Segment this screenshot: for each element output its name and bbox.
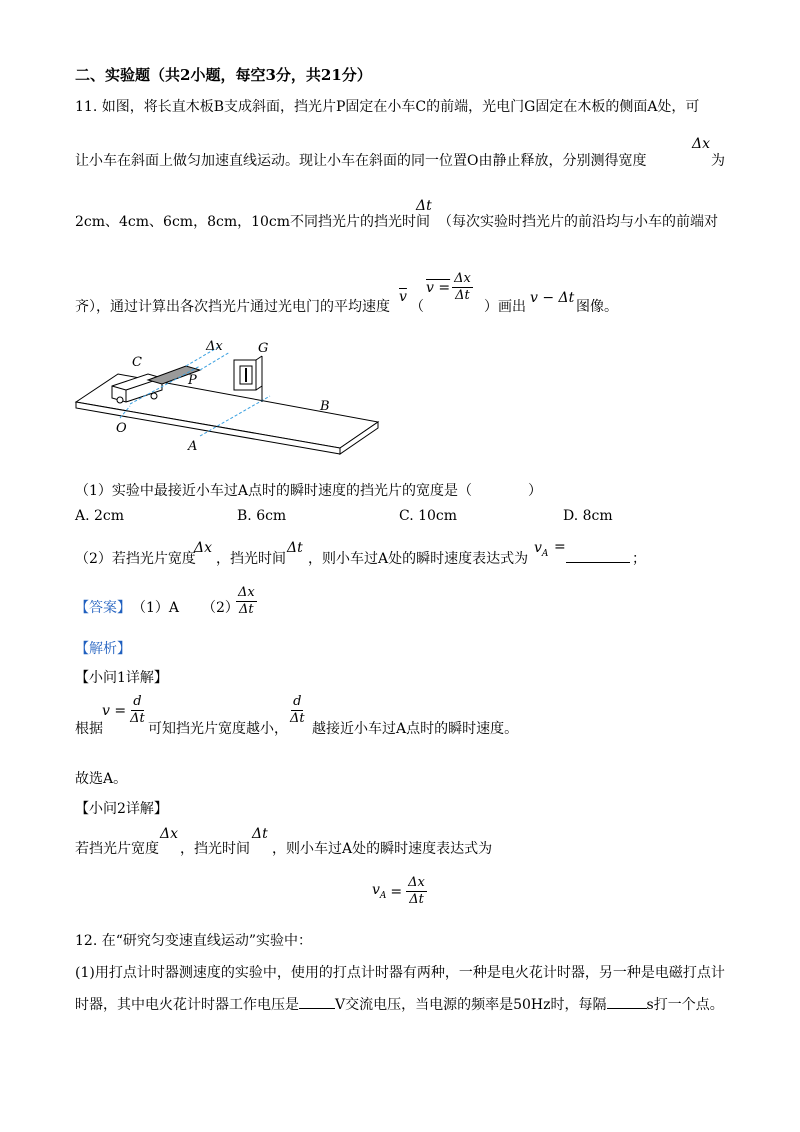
final-num: Δx (406, 876, 427, 892)
paren-open: （ (410, 299, 424, 315)
vbar-symbol: $\overline{v}$ (399, 289, 407, 305)
wheel-1 (117, 397, 123, 403)
vA-symbol (534, 540, 548, 559)
detail2-c: ，则小车过A处的瞬时速度表达式为 (272, 841, 493, 857)
conclusion: 故选A。 (75, 771, 128, 787)
paren-close: ）画出 (484, 299, 526, 315)
option-d: D. 8cm (563, 508, 613, 524)
label-p: P (188, 373, 197, 388)
photogate-edge (256, 356, 262, 360)
q12-line2: (1)用打点计时器测速度的实验中，使用的打点计时器有两种，一种是电火花计时器，另一种是电磁打点计 (75, 965, 725, 981)
answer-blank[interactable] (566, 562, 630, 563)
q12-line1: 12. 在“研究匀变速直线运动”实验中： (75, 933, 313, 949)
q12-line3a: 时器，其中电火花计时器工作电压是 (75, 997, 299, 1013)
detail2-b: ，挡光时间 (180, 841, 250, 857)
option-b: B. 6cm (237, 508, 287, 524)
final-eq: = (390, 883, 403, 900)
ans-num: Δx (236, 586, 257, 602)
label-o: O (116, 421, 127, 436)
detail1-title: 【小问1详解】 (75, 670, 168, 686)
label-b: B (320, 399, 330, 414)
q11-part1: （1）实验中最接近小车过A点时的瞬时速度的挡光片的宽度是（ ） (75, 483, 543, 499)
q11-line3: 2cm、4cm、6cm，8cm，10cm不同挡光片的挡光时间 (75, 214, 431, 230)
detail1-b: 可知挡光片宽度越小， (148, 721, 288, 737)
detail1-v: v = (102, 702, 127, 719)
detail1-formula (102, 695, 147, 727)
q11-line4-end: 图像。 (576, 299, 618, 315)
q11-part2-b: ，挡光时间 (216, 551, 286, 567)
final-den: Δt (409, 892, 424, 908)
avg-velocity-formula (426, 272, 473, 304)
label-g: G (258, 341, 269, 356)
final-v: v (372, 882, 380, 899)
q11-line4 (75, 296, 390, 316)
detail2-dt: Δt (252, 826, 268, 842)
detail2-dx: Δx (160, 826, 179, 842)
fraction-den: Δt (455, 288, 470, 304)
label-a: A (188, 439, 198, 454)
wheel-2 (151, 393, 157, 399)
detail1-fraction-2 (288, 695, 307, 727)
detail2-title: 【小问2详解】 (75, 801, 168, 817)
answer-label: 【答案】 (75, 600, 131, 616)
part2-dt: Δt (287, 540, 303, 556)
answer-fraction (236, 586, 257, 618)
option-a: A. 2cm (75, 508, 125, 524)
detail1-num: d (131, 695, 143, 711)
q11-line2-end: 为 (711, 153, 725, 169)
detail1-den: Δt (130, 711, 145, 727)
detail2-a: 若挡光片宽度 (75, 841, 159, 857)
q11-line3-end: （每次实验时挡光片的前沿均与小车的前端对 (438, 214, 718, 230)
detail1-num2: d (291, 695, 303, 711)
vA-sub: A (541, 548, 549, 559)
q11-part2-a: （2）若挡光片宽度 (75, 551, 196, 567)
incline-figure (70, 336, 390, 456)
answer-2: （2） (202, 600, 239, 616)
detail1-a: 根据 (75, 721, 103, 737)
graph-label: v − Δt (530, 290, 575, 306)
q11-part2-c: ，则小车过A处的瞬时速度表达式为 (308, 551, 529, 567)
voltage-blank[interactable] (299, 1008, 335, 1009)
vA-eq: = (554, 539, 566, 555)
detail1-c: 越接近小车过A点时的瞬时速度。 (312, 721, 519, 737)
final-formula (372, 876, 427, 908)
part2-semicolon: ； (632, 551, 646, 567)
option-c: C. 10cm (399, 508, 458, 524)
formula-v: v = (426, 279, 451, 296)
final-sub: A (379, 891, 387, 902)
q12-line3 (75, 994, 724, 1014)
q11-line2 (75, 150, 646, 170)
q12-line3b: V交流电压，当电源的频率是50Hz时，每隔 (335, 997, 607, 1013)
label-c: C (132, 355, 142, 370)
q11-line2-text: 让小车在斜面上做匀加速直线运动。现让小车在斜面的同一位置O由静止释放，分别测得宽度 (75, 153, 647, 169)
interval-blank[interactable] (607, 1008, 647, 1009)
vA-v: v (534, 540, 542, 556)
dt-symbol: Δt (416, 198, 432, 214)
q11-line4-text: 齐），通过计算出各次挡光片通过光电门的平均速度 (75, 299, 390, 315)
photogate-edge-2 (256, 386, 262, 390)
answer-1: （1）A (132, 600, 180, 616)
fraction-num: Δx (452, 272, 473, 288)
analysis-label: 【解析】 (75, 641, 131, 657)
label-dx: Δx (206, 339, 223, 354)
fraction (452, 272, 473, 304)
dx-symbol: Δx (692, 136, 711, 152)
part2-dx: Δx (194, 540, 213, 556)
q12-line3c: s打一个点。 (646, 997, 724, 1013)
detail1-den2: Δt (290, 711, 305, 727)
ans-den: Δt (239, 602, 254, 618)
section-title: 二、实验题（共2小题，每空3分，共21分） (75, 66, 372, 84)
q11-line1: 11. 如图，将长直木板B支成斜面，挡光片P固定在小车C的前端，光电门G固定在木板的侧面A处，可 (75, 99, 700, 115)
